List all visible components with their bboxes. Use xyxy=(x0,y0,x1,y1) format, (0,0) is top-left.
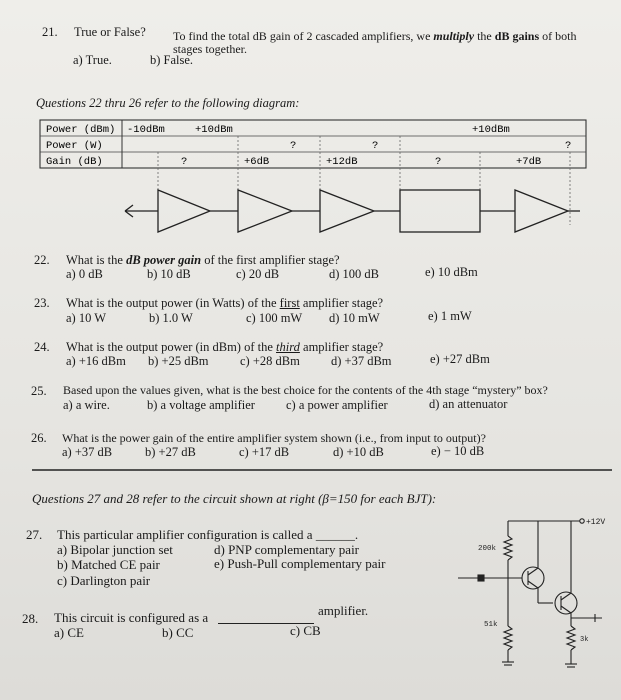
q27-option-e: e) Push-Pull complementary pair xyxy=(214,556,386,571)
row-label-power-w: Power (W) xyxy=(46,140,103,152)
q25-option-b: b) a voltage amplifier xyxy=(147,398,255,412)
amplifier-stage-1-icon xyxy=(158,190,210,232)
q28-option-a: a) CE xyxy=(54,625,84,640)
power-dbm-output: +10dBm xyxy=(472,124,510,136)
q23-option-c: c) 100 mW xyxy=(246,311,303,325)
q24-option-b: b) +25 dBm xyxy=(148,354,209,368)
q22-question xyxy=(66,253,340,267)
mystery-box-icon xyxy=(400,190,480,232)
q27-option-b: b) Matched CE pair xyxy=(57,557,160,572)
q23-text-post: amplifier stage? xyxy=(302,296,384,310)
q22-option-e: e) 10 dBm xyxy=(425,265,478,279)
q21-text-c: dB gains xyxy=(494,29,540,43)
q26-option-a: a) +37 dB xyxy=(62,445,113,459)
q21-text-b: the xyxy=(477,29,492,43)
q26-option-c: c) +17 dB xyxy=(239,445,290,459)
re-label: 3k xyxy=(580,636,589,644)
q28-question-pre: This circuit is configured as a xyxy=(54,610,209,625)
q25-option-c: c) a power amplifier xyxy=(286,398,388,412)
power-w-2: ? xyxy=(372,140,379,152)
q23-option-b: b) 1.0 W xyxy=(149,311,193,325)
q23-option-e: e) 1 mW xyxy=(428,309,472,323)
row-label-gain: Gain (dB) xyxy=(46,156,103,168)
q27-option-a: a) Bipolar junction set xyxy=(57,542,173,557)
row-label-power-dbm: Power (dBm) xyxy=(46,124,116,136)
q22-text-emph: dB power gain xyxy=(126,253,202,267)
q23-text-pre: What is the output power (in Watts) of the xyxy=(66,296,277,310)
q24-text-pre: What is the output power (in dBm) of the xyxy=(66,340,273,354)
vcc-label: +12V xyxy=(586,518,606,527)
q26-option-e: e) − 10 dB xyxy=(431,444,485,458)
power-dbm-stage1: +10dBm xyxy=(195,124,233,136)
gain-stage3: +12dB xyxy=(326,156,358,168)
amplifier-stage-2-icon xyxy=(238,190,292,232)
q25-option-a: a) a wire. xyxy=(63,398,110,412)
q27-option-d: d) PNP complementary pair xyxy=(214,542,360,557)
signal-chain xyxy=(125,190,580,232)
q28-number: 28. xyxy=(22,611,39,626)
q21-question-line2: stages together. xyxy=(173,42,247,56)
q22-option-c: c) 20 dB xyxy=(236,267,280,281)
q21-option-a: a) True. xyxy=(73,53,112,67)
q25-number: 25. xyxy=(31,384,47,398)
q28-option-b: b) CC xyxy=(162,625,194,640)
q24-option-d: d) +37 dBm xyxy=(331,354,392,368)
r2-label: 51k xyxy=(484,621,498,629)
q21-text-emph: multiply xyxy=(433,29,475,43)
gain-stage1: ? xyxy=(181,156,188,168)
q23-number: 23. xyxy=(34,296,50,310)
q25-option-d: d) an attenuator xyxy=(429,397,508,411)
q24-option-e: e) +27 dBm xyxy=(430,352,490,366)
q21-option-b: b) False. xyxy=(150,53,194,67)
r1-label: 200k xyxy=(478,545,497,553)
q27-question: This particular amplifier configuration is called a ______. xyxy=(57,527,359,542)
q21-label: True or False? xyxy=(74,25,146,39)
amplifier-stage-3-icon xyxy=(320,190,374,232)
q26-question: What is the power gain of the entire amplifier system shown (i.e., from input to output)? xyxy=(62,431,486,445)
q22-option-b: b) 10 dB xyxy=(147,267,191,281)
gain-stage5: +7dB xyxy=(516,156,542,168)
power-dbm-input: -10dBm xyxy=(127,124,165,136)
q26-number: 26. xyxy=(31,431,47,445)
q22-text-pre: What is the xyxy=(66,253,123,267)
q23-option-a: a) 10 W xyxy=(66,311,107,325)
power-w-1: ? xyxy=(290,140,297,152)
q23-text-emph: first xyxy=(279,296,300,310)
q26-option-b: b) +27 dB xyxy=(145,445,196,459)
amplifier-stage-5-icon xyxy=(515,190,568,232)
q24-text-emph: third xyxy=(276,340,300,354)
darlington-circuit xyxy=(458,519,602,667)
q28-question-post: amplifier. xyxy=(318,603,369,618)
q24-option-a: a) +16 dBm xyxy=(66,354,126,368)
q23-option-d: d) 10 mW xyxy=(329,311,380,325)
q26-option-d: d) +10 dB xyxy=(333,445,384,459)
q24-text-post: amplifier stage? xyxy=(303,340,384,354)
q27-option-c: c) Darlington pair xyxy=(57,573,151,588)
q27-number: 27. xyxy=(26,527,43,542)
gain-stage4: ? xyxy=(435,156,442,168)
power-w-3: ? xyxy=(565,140,572,152)
diagram-intro: Questions 22 thru 26 refer to the following diagram: xyxy=(36,96,300,110)
circuit-intro: Questions 27 and 28 refer to the circuit shown at right (β=150 for each BJT): xyxy=(32,491,437,506)
q21-text-d: of both xyxy=(542,29,577,43)
q25-question: Based upon the values given, what is the best choice for the contents of the 4th stage “mystery” box? xyxy=(63,383,548,397)
q23-question xyxy=(66,296,383,310)
q24-number: 24. xyxy=(34,340,50,354)
q24-option-c: c) +28 dBm xyxy=(240,354,300,368)
q21-text-a: To find the total dB gain of 2 cascaded amplifiers, we xyxy=(173,29,431,43)
q22-option-a: a) 0 dB xyxy=(66,267,103,281)
q28-option-c: c) CB xyxy=(290,623,321,638)
gain-stage2: +6dB xyxy=(244,156,270,168)
q24-question xyxy=(66,340,383,354)
q22-number: 22. xyxy=(34,253,50,267)
q21-number: 21. xyxy=(42,25,58,39)
q22-option-d: d) 100 dB xyxy=(329,267,379,281)
q22-text-post: of the first amplifier stage? xyxy=(204,253,340,267)
